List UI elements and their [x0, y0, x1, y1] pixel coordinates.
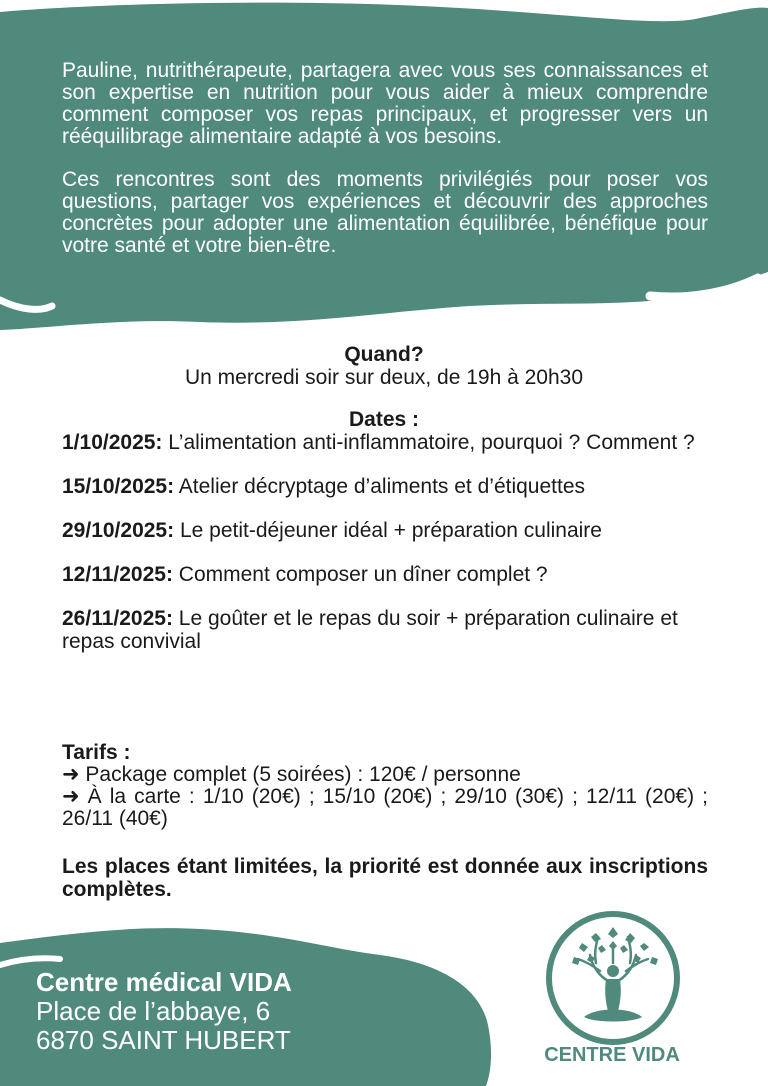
date-label: 26/11/2025:	[62, 607, 173, 630]
when-heading: Quand?	[344, 343, 424, 366]
center-name: Centre médical VIDA	[36, 967, 292, 997]
date-item	[62, 431, 702, 454]
intro-text	[62, 60, 708, 278]
intro-paragraph-2: Ces rencontres sont des moments privilégiés pour poser vos questions, partager vos expériences et découvrir des approches concrètes pour adopter une alimentation équilibrée, bénéfique pour votre santé et votre bien-être.	[62, 168, 708, 257]
date-label: 1/10/2025:	[62, 431, 163, 454]
date-item	[62, 607, 702, 653]
date-item	[62, 563, 702, 586]
priority-notice: Les places étant limitées, la priorité est donnée aux inscriptions complètes.	[62, 855, 708, 901]
pricing-heading: Tarifs :	[62, 741, 131, 764]
tree-meditation-icon	[540, 905, 686, 1051]
date-label: 29/10/2025:	[62, 519, 175, 542]
dates-list	[62, 431, 702, 674]
date-label: 15/10/2025:	[62, 475, 175, 498]
pricing-a-la-carte: ➜ À la carte : 1/10 (20€) ; 15/10 (20€) ; 29/10 (30€) ; 12/11 (20€) ; 26/11 (40€)	[62, 785, 708, 830]
when-text: Un mercredi soir sur deux, de 19h à 20h30	[184, 366, 584, 389]
date-topic: L’alimentation anti-inflammatoire, pourquoi ? Comment ?	[162, 431, 695, 454]
pricing-section	[62, 742, 708, 830]
date-topic: Le goûter et le repas du soir + préparation culinaire et repas convivial	[62, 607, 678, 653]
dates-heading: Dates :	[348, 408, 420, 431]
intro-paragraph-1: Pauline, nutrithérapeute, partagera avec vous ses connaissances et son expertise en nutrition pour vous aider à mieux comprendre comment composer vos repas principaux, et progresser vers un rééquilibrage alimentaire adapté à vos besoins.	[62, 59, 708, 148]
pricing-package: ➜ Package complet (5 soirées) : 120€ / personne	[62, 763, 521, 786]
address-street: Place de l’abbaye, 6	[36, 996, 271, 1026]
date-label: 12/11/2025:	[62, 563, 173, 586]
date-topic: Atelier décryptage d’aliments et d’étiquettes	[174, 475, 586, 498]
date-item	[62, 475, 702, 498]
date-topic: Comment composer un dîner complet ?	[172, 563, 548, 586]
logo-wordmark: CENTRE VIDA	[544, 1044, 680, 1066]
date-item	[62, 519, 702, 542]
when-section	[0, 343, 768, 389]
address-block	[36, 968, 292, 1055]
address-city: 6870 SAINT HUBERT	[36, 1025, 291, 1055]
date-topic: Le petit-déjeuner idéal + préparation culinaire	[174, 519, 602, 542]
